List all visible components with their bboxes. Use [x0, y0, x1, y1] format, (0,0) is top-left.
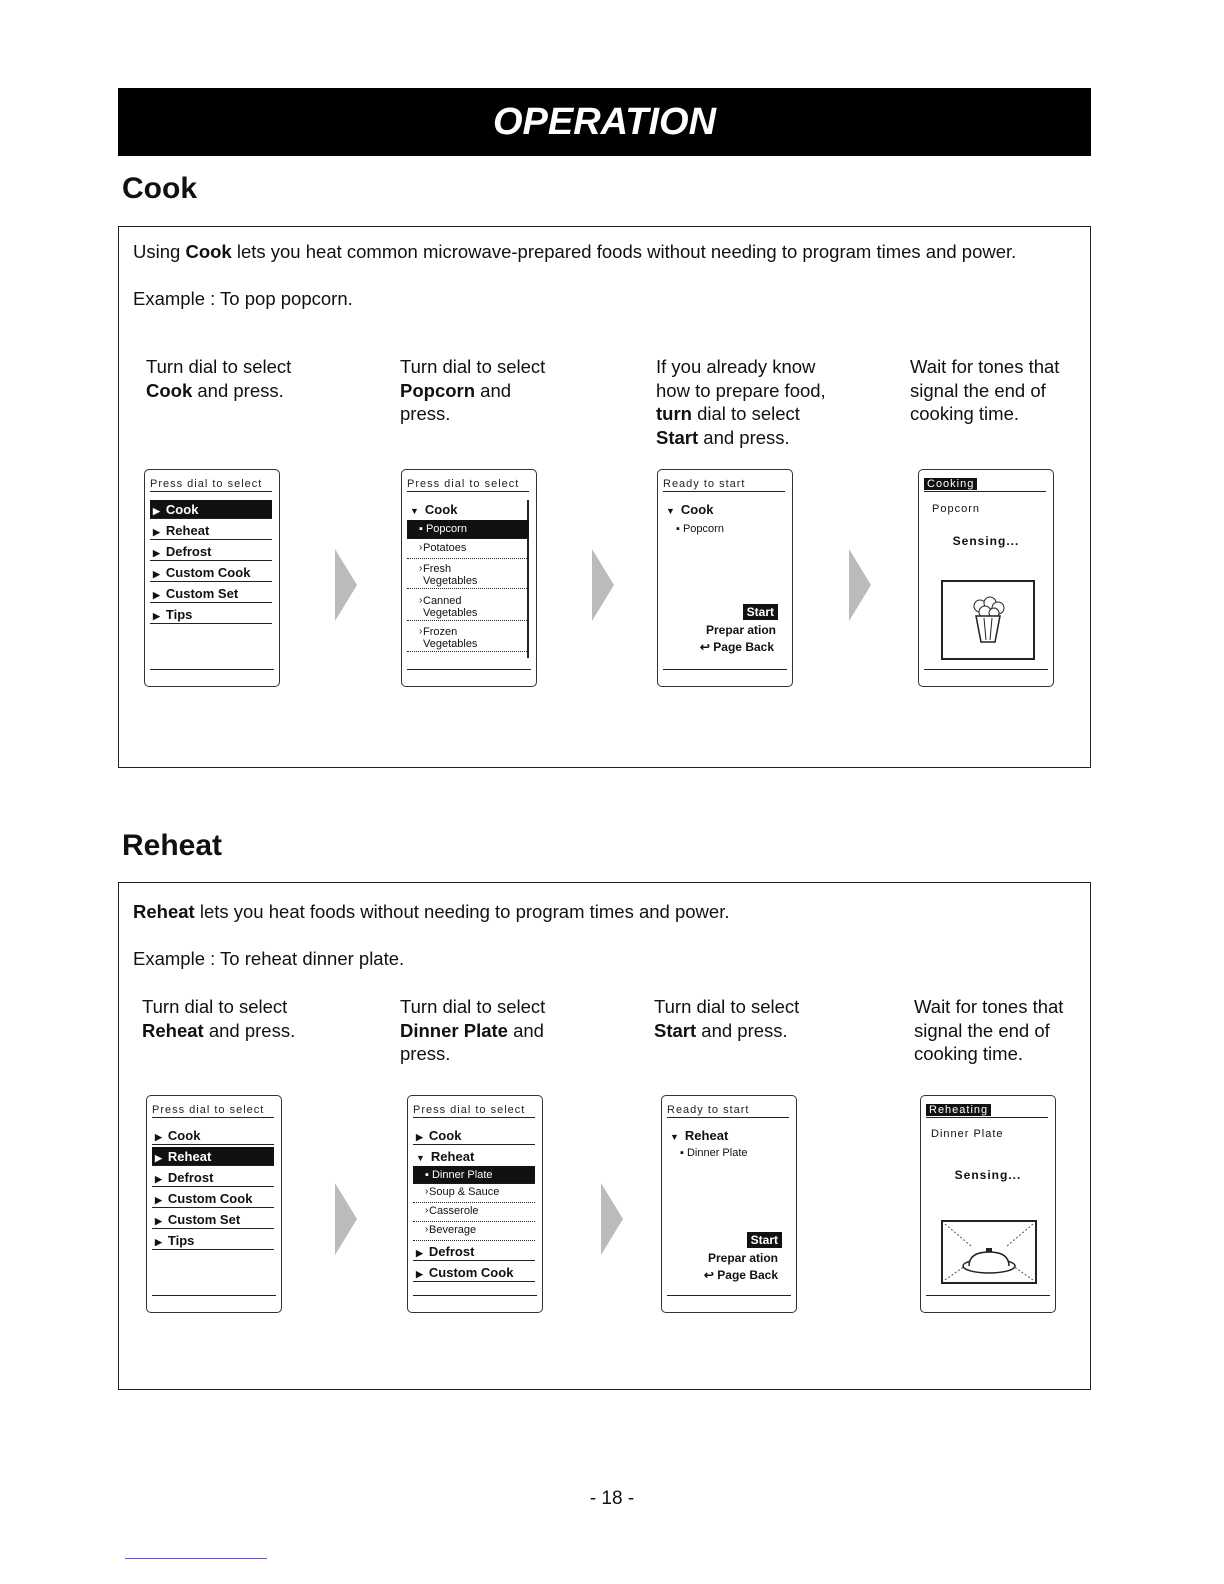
screen-header: Press dial to select: [150, 478, 272, 492]
menu-item-cook-expanded[interactable]: ▼ Cook: [410, 502, 458, 517]
submenu-item-fresh-vegetables[interactable]: › Fresh Vegetables: [407, 563, 529, 589]
cook-step-2: Turn dial to select Popcorn and press.: [400, 356, 546, 424]
menu-item-cook[interactable]: ▶ Cook: [152, 1126, 274, 1145]
screen-header: Ready to start: [663, 478, 785, 492]
menu-item-defrost[interactable]: ▶ Defrost: [413, 1242, 535, 1261]
reheat-screen-ready: [661, 1095, 797, 1313]
submenu-item-frozen-vegetables[interactable]: › Frozen Vegetables: [407, 626, 529, 652]
start-button[interactable]: Start: [747, 1232, 782, 1248]
reheat-step-4: Wait for tones that signal the end of cooking time.: [914, 996, 1064, 1064]
cook-section-box: [118, 226, 1091, 768]
reheat-section-box: [118, 882, 1091, 1390]
chevron-right-icon: ›: [425, 1186, 429, 1197]
operation-banner: OPERATION: [118, 88, 1091, 156]
page-number: - 18 -: [589, 1488, 635, 1509]
back-arrow-icon: ↩: [703, 1268, 714, 1282]
menu-item-defrost[interactable]: ▶ Defrost: [152, 1168, 274, 1187]
menu-item-custom-set[interactable]: ▶ Custom Set: [150, 584, 272, 603]
food-name: Dinner Plate: [931, 1128, 1004, 1140]
back-arrow-icon: ↩: [699, 640, 710, 654]
menu-item-reheat[interactable]: ▶ Reheat: [150, 521, 272, 540]
preparation-option[interactable]: Prepar ation: [705, 623, 776, 637]
play-icon: ▶: [155, 1195, 162, 1205]
next-arrow-icon: [592, 549, 614, 621]
cook-step-1: Turn dial to select Cook and press.: [146, 356, 292, 401]
play-icon: ▶: [153, 527, 160, 537]
menu-item-cook[interactable]: ▶ Cook: [150, 500, 272, 519]
play-icon: ▶: [155, 1153, 162, 1163]
submenu-item-beverage[interactable]: › Beverage: [413, 1224, 535, 1241]
menu-item-custom-cook[interactable]: ▶ Custom Cook: [152, 1189, 274, 1208]
submenu-item-soup-sauce[interactable]: › Soup & Sauce: [413, 1186, 535, 1203]
play-icon: ▶: [155, 1132, 162, 1142]
reheat-screen-submenu: [407, 1095, 543, 1313]
play-icon: ▶: [155, 1216, 162, 1226]
menu-item-tips[interactable]: ▶ Tips: [150, 605, 272, 624]
screen-footer-line: [413, 1295, 537, 1296]
screen-header: Cooking: [924, 478, 1046, 492]
play-icon: ▶: [155, 1237, 162, 1247]
cook-screen-ready: [657, 469, 793, 687]
play-icon: ▶: [153, 590, 160, 600]
screen-footer-line: [407, 669, 531, 670]
sensing-status: Sensing...: [952, 534, 1020, 548]
menu-item-defrost[interactable]: ▶ Defrost: [150, 542, 272, 561]
reheat-example: Example : To reheat dinner plate.: [133, 948, 405, 969]
reheat-screen-reheating: [920, 1095, 1056, 1313]
play-icon: ▶: [416, 1132, 423, 1142]
selected-food: ▪ Popcorn: [676, 523, 724, 535]
chevron-down-icon: ▼: [416, 1153, 425, 1163]
menu-item-custom-cook[interactable]: ▶ Custom Cook: [150, 563, 272, 582]
screen-footer-line: [667, 1295, 791, 1296]
screen-footer-line: [926, 1295, 1050, 1296]
menu-item-reheat[interactable]: ▶ Reheat: [152, 1147, 274, 1166]
screen-footer-line: [152, 1295, 276, 1296]
preparation-option[interactable]: Prepar ation: [707, 1251, 778, 1265]
submenu-item-canned-vegetables[interactable]: › Canned Vegetables: [407, 595, 529, 621]
submenu-item-dinner-plate[interactable]: ▪ Dinner Plate: [413, 1166, 535, 1184]
next-arrow-icon: [335, 1183, 357, 1255]
screen-footer-line: [663, 669, 787, 670]
play-icon: ▶: [153, 569, 160, 579]
chevron-right-icon: ›: [425, 1205, 429, 1216]
screen-header: Ready to start: [667, 1104, 789, 1118]
chevron-right-icon: ›: [419, 595, 423, 606]
screen-header: Reheating: [926, 1104, 1048, 1118]
page-back-option[interactable]: ↩ Page Back: [703, 1268, 778, 1282]
chevron-down-icon: ▼: [670, 1132, 679, 1142]
dinner-plate-icon: [941, 1220, 1037, 1284]
page-back-option[interactable]: ↩ Page Back: [699, 640, 774, 654]
cook-screen-cooking: [918, 469, 1054, 687]
reheat-step-3: Turn dial to select Start and press.: [654, 996, 800, 1041]
reheat-heading: Reheat: [122, 829, 223, 862]
next-arrow-icon: [601, 1183, 623, 1255]
play-icon: ▶: [153, 611, 160, 621]
reheat-step-1: Turn dial to select Reheat and press.: [142, 996, 296, 1041]
start-button[interactable]: Start: [743, 604, 778, 620]
chevron-right-icon: ›: [419, 542, 423, 553]
footer-rule: [125, 1558, 267, 1559]
cook-intro: Using Cook lets you heat common microwave-prepared foods without needing to program times and power.: [133, 241, 1017, 262]
screen-header: Press dial to select: [407, 478, 529, 492]
cook-screen-main-menu: [144, 469, 280, 687]
play-icon: ▶: [416, 1269, 423, 1279]
play-icon: ▶: [153, 506, 160, 516]
chevron-down-icon: ▼: [666, 506, 675, 516]
chevron-right-icon: ›: [419, 563, 423, 574]
next-arrow-icon: [849, 549, 871, 621]
selected-food: ▪ Dinner Plate: [680, 1147, 748, 1159]
reheat-intro: Reheat lets you heat foods without needing to program times and power.: [133, 901, 730, 922]
menu-item-cook[interactable]: ▶ Cook: [413, 1126, 535, 1145]
cook-example: Example : To pop popcorn.: [133, 288, 353, 309]
cook-screen-submenu: [401, 469, 537, 687]
cook-step-3: If you already know how to prepare food, turn dial to select Start and press.: [656, 356, 826, 448]
menu-item-tips[interactable]: ▶ Tips: [152, 1231, 274, 1250]
chevron-down-icon: ▼: [410, 506, 419, 516]
food-name: Popcorn: [932, 503, 980, 515]
chevron-right-icon: ›: [425, 1224, 429, 1235]
next-arrow-icon: [335, 549, 357, 621]
cook-step-4: Wait for tones that signal the end of cooking time.: [910, 356, 1060, 424]
menu-item-reheat-expanded[interactable]: ▼ Reheat: [416, 1149, 475, 1164]
submenu-item-potatoes[interactable]: › Potatoes: [407, 542, 529, 559]
reheat-step-2: Turn dial to select Dinner Plate and press.: [400, 996, 546, 1064]
screen-header: Press dial to select: [152, 1104, 274, 1118]
submenu-item-popcorn[interactable]: ▪ Popcorn: [407, 520, 529, 539]
screen-footer-line: [150, 669, 274, 670]
sensing-status: Sensing...: [954, 1168, 1022, 1182]
selected-category: ▼ Cook: [666, 502, 714, 517]
screen-footer-line: [924, 669, 1048, 670]
play-icon: ▶: [155, 1174, 162, 1184]
chevron-right-icon: ›: [419, 626, 423, 637]
cook-heading: Cook: [122, 172, 197, 205]
selected-category: ▼ Reheat: [670, 1128, 729, 1143]
screen-header: Press dial to select: [413, 1104, 535, 1118]
menu-item-custom-cook[interactable]: ▶ Custom Cook: [413, 1263, 535, 1282]
popcorn-icon: [941, 580, 1035, 660]
reheat-screen-main-menu: [146, 1095, 282, 1313]
play-icon: ▶: [153, 548, 160, 558]
menu-item-custom-set[interactable]: ▶ Custom Set: [152, 1210, 274, 1229]
play-icon: ▶: [416, 1248, 423, 1258]
submenu-item-casserole[interactable]: › Casserole: [413, 1205, 535, 1222]
